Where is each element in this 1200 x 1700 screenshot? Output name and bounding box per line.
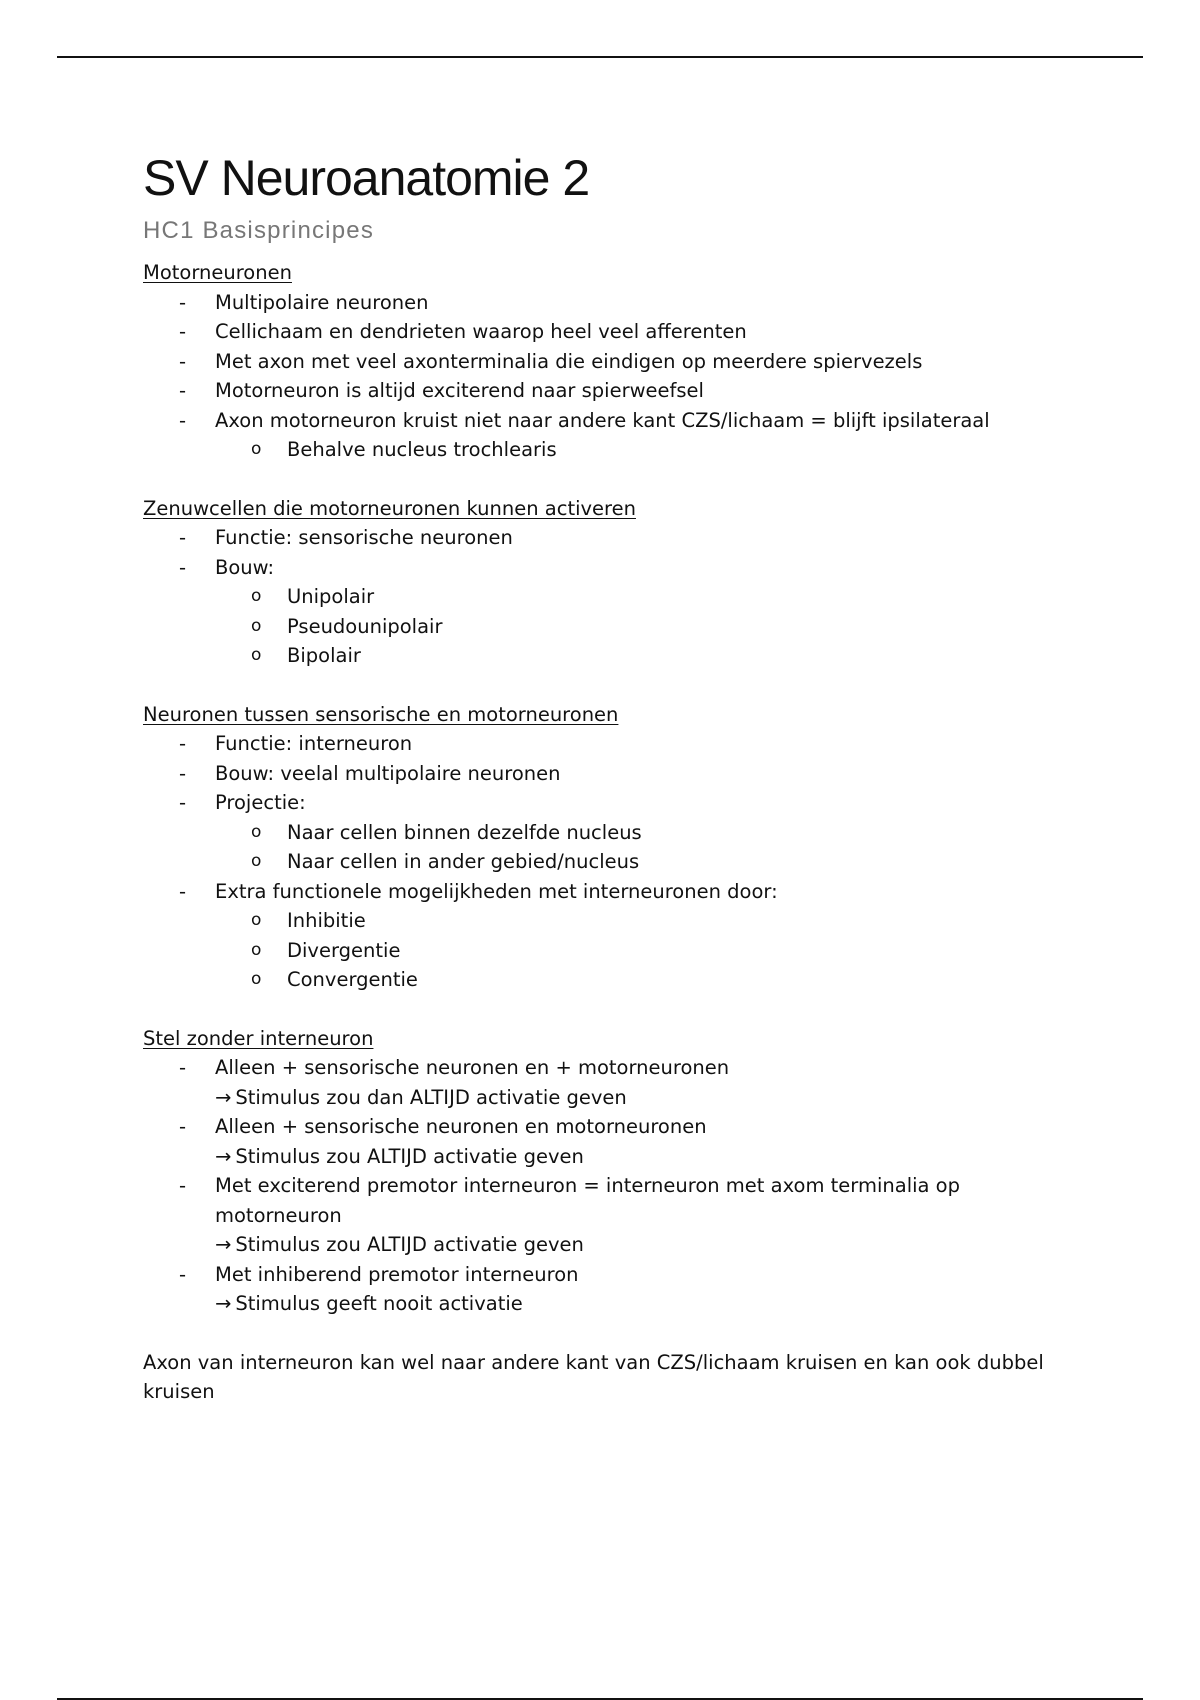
list-item: - Axon motorneuron kruist niet naar andere kant CZS/lichaam = blijft ipsilateraal bbox=[143, 406, 1103, 436]
dash-bullet-icon: - bbox=[179, 290, 187, 314]
result-line: → Stimulus zou ALTIJD activatie geven bbox=[215, 1230, 1103, 1260]
page-title: SV Neuroanatomie 2 bbox=[143, 150, 590, 206]
dash-bullet-icon: - bbox=[179, 320, 187, 343]
result-line: → Stimulus zou dan ALTIJD activatie geven bbox=[215, 1083, 1103, 1113]
document-body bbox=[143, 150, 1103, 1407]
circle-bullet-icon: o bbox=[251, 969, 262, 989]
dash-bullet-icon: - bbox=[179, 1115, 187, 1138]
section-heading: Neuronen tussen sensorische en motorneuronen bbox=[143, 702, 619, 726]
dash-bullet-icon: - bbox=[179, 791, 187, 814]
result-line: → Stimulus geeft nooit activatie bbox=[215, 1289, 1103, 1319]
dash-bullet-icon: - bbox=[179, 1056, 187, 1079]
section-heading: Motorneuronen bbox=[143, 261, 292, 284]
sub-list-item: o Divergentie bbox=[143, 936, 1103, 966]
page-subtitle: HC1 Basisprincipes bbox=[143, 217, 375, 244]
dash-bullet-icon: - bbox=[179, 408, 187, 432]
bullet-list bbox=[143, 729, 1103, 995]
circle-bullet-icon: o bbox=[251, 851, 262, 871]
list-item: - Functie: interneuron bbox=[143, 729, 1103, 759]
dash-bullet-icon: - bbox=[179, 379, 187, 402]
circle-bullet-icon: o bbox=[251, 821, 262, 842]
list-item: - Multipolaire neuronen bbox=[143, 288, 1103, 318]
arrow-right-icon: → bbox=[215, 1292, 232, 1315]
list-item: - Met inhiberend premotor interneuron → Stimulus geeft nooit activatie bbox=[143, 1260, 1103, 1319]
list-item: - Alleen + sensorische neuronen en + motorneuronen → Stimulus zou dan ALTIJD activatie geven bbox=[143, 1053, 1103, 1112]
circle-bullet-icon: o bbox=[251, 615, 262, 636]
sub-list-item: o Convergentie bbox=[143, 965, 1103, 995]
circle-bullet-icon: o bbox=[251, 910, 262, 930]
dash-bullet-icon: - bbox=[179, 349, 187, 373]
list-item: - Met axon met veel axonterminalia die eindigen op meerdere spiervezels bbox=[143, 347, 1103, 377]
sub-list-item: o Inhibitie bbox=[143, 906, 1103, 936]
arrow-right-icon: → bbox=[215, 1085, 232, 1109]
list-item: - Extra functionele mogelijkheden met interneuronen door: bbox=[143, 877, 1103, 907]
dash-bullet-icon: - bbox=[179, 555, 187, 579]
dash-bullet-icon: - bbox=[179, 1262, 187, 1286]
circle-bullet-icon: o bbox=[251, 939, 262, 960]
top-rule bbox=[57, 56, 1143, 58]
sub-list-item: o Unipolair bbox=[143, 582, 1103, 612]
arrow-right-icon: → bbox=[215, 1144, 232, 1168]
section-activeren bbox=[143, 494, 1103, 671]
sub-list-item: o Pseudounipolair bbox=[143, 612, 1103, 642]
list-item: - Functie: sensorische neuronen bbox=[143, 523, 1103, 553]
list-item: - Bouw: veelal multipolaire neuronen bbox=[143, 759, 1103, 789]
sub-list-item: o Behalve nucleus trochlearis bbox=[143, 435, 1103, 465]
bullet-list bbox=[143, 1053, 1103, 1319]
list-item: - Alleen + sensorische neuronen en motorneuronen → Stimulus zou ALTIJD activatie geven bbox=[143, 1112, 1103, 1171]
sub-list-item: o Bipolair bbox=[143, 641, 1103, 671]
sub-list-item: o Naar cellen in ander gebied/nucleus bbox=[143, 847, 1103, 877]
list-item: - Cellichaam en dendrieten waarop heel veel afferenten bbox=[143, 317, 1103, 347]
list-item: - Met exciterend premotor interneuron = interneuron met axom terminalia op motorneuron → Stimulus zou ALTIJD activatie geven bbox=[143, 1171, 1103, 1260]
section-heading: Zenuwcellen die motorneuronen kunnen activeren bbox=[143, 496, 636, 520]
closing-paragraph: Axon van interneuron kan wel naar andere kant van CZS/lichaam kruisen en kan ook dubbel kruisen bbox=[143, 1350, 1044, 1403]
dash-bullet-icon: - bbox=[179, 761, 187, 785]
section-zonder-interneuron bbox=[143, 1024, 1103, 1319]
dash-bullet-icon: - bbox=[179, 1174, 187, 1197]
section-interneuronen bbox=[143, 700, 1103, 995]
result-line: → Stimulus zou ALTIJD activatie geven bbox=[215, 1142, 1103, 1172]
dash-bullet-icon: - bbox=[179, 526, 187, 549]
dash-bullet-icon: - bbox=[179, 732, 187, 755]
list-item: - Bouw: bbox=[143, 553, 1103, 583]
dash-bullet-icon: - bbox=[179, 879, 187, 903]
list-item: - Projectie: bbox=[143, 788, 1103, 818]
bullet-list bbox=[143, 288, 1103, 465]
circle-bullet-icon: o bbox=[251, 439, 262, 459]
circle-bullet-icon: o bbox=[251, 586, 262, 606]
sub-list-item: o Naar cellen binnen dezelfde nucleus bbox=[143, 818, 1103, 848]
list-item: - Motorneuron is altijd exciterend naar spierweefsel bbox=[143, 376, 1103, 406]
circle-bullet-icon: o bbox=[251, 645, 262, 665]
bullet-list bbox=[143, 523, 1103, 671]
arrow-right-icon: → bbox=[215, 1233, 232, 1256]
section-heading: Stel zonder interneuron bbox=[143, 1026, 374, 1050]
section-motorneuronen bbox=[143, 258, 1103, 465]
